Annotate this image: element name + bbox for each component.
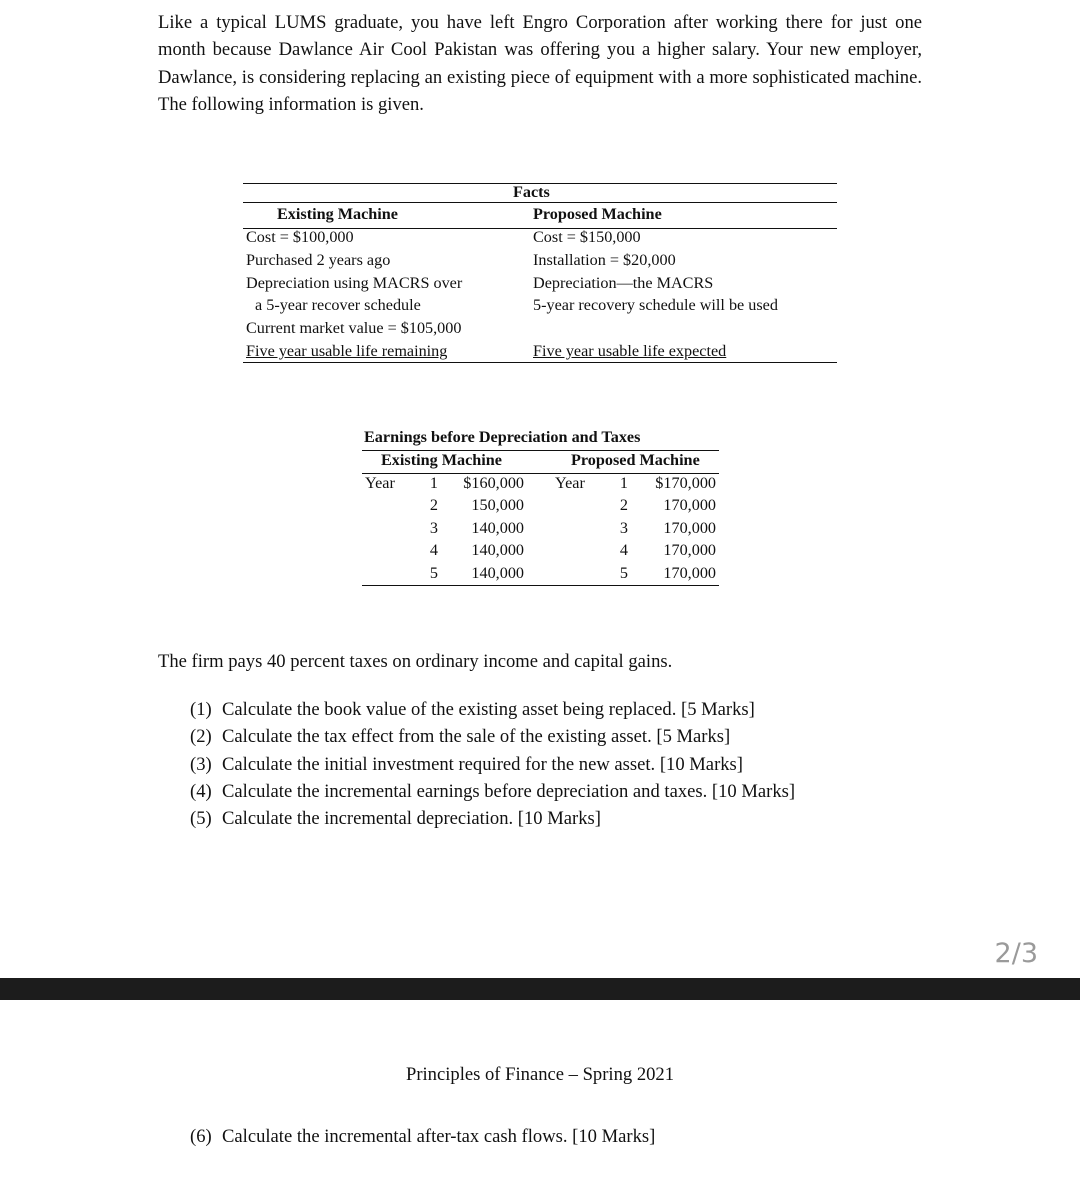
question-number: (1) [190, 699, 212, 720]
earnings-bottom-rule [362, 585, 719, 586]
facts-existing-schedule: a 5-year recover schedule [255, 296, 421, 314]
year-number: 1 [429, 474, 438, 492]
existing-value: $160,000 [463, 474, 524, 492]
year-number: 2 [429, 496, 438, 514]
facts-existing-life: Five year usable life remaining [246, 342, 448, 360]
year-number: 3 [429, 519, 438, 537]
proposed-value: 170,000 [663, 496, 716, 514]
table-row [362, 474, 719, 496]
question-number: (4) [190, 780, 212, 802]
facts-proposed-schedule: 5-year recovery schedule will be used [533, 296, 778, 314]
existing-value: 140,000 [471, 564, 524, 582]
table-row [362, 541, 719, 563]
year-number: 4 [429, 541, 438, 559]
question-text: Calculate the book value of the existing asset being replaced. [5 Marks] [222, 699, 755, 720]
facts-title: Facts [513, 183, 550, 201]
facts-title-rule [243, 202, 837, 203]
year-label: Year [555, 474, 585, 492]
facts-existing-cost: Cost = $100,000 [246, 228, 354, 246]
proposed-value: 170,000 [663, 541, 716, 559]
question-number: (5) [190, 808, 212, 830]
list-item [190, 778, 795, 805]
year-number: 3 [619, 519, 628, 537]
question-number: (2) [190, 726, 212, 748]
question-text: Calculate the incremental earnings before depreciation and taxes. [10 Marks] [222, 780, 796, 802]
facts-existing-purchased: Purchased 2 years ago [246, 251, 391, 269]
question-text: Calculate the initial investment required for the new asset. [10 Marks] [222, 753, 743, 775]
facts-existing-depreciation: Depreciation using MACRS over [246, 274, 463, 292]
year-label: Year [365, 474, 395, 492]
question-text: Calculate the tax effect from the sale of the existing asset. [5 Marks] [222, 726, 731, 748]
question-list [190, 696, 795, 832]
page-divider [0, 978, 1080, 1000]
facts-proposed-installation: Installation = $20,000 [533, 251, 676, 269]
facts-bottom-rule [243, 362, 837, 363]
facts-proposed-depreciation: Depreciation—the MACRS [533, 274, 714, 292]
year-number: 5 [619, 564, 628, 582]
question-number: (3) [190, 753, 212, 775]
earnings-proposed-header: Proposed Machine [571, 451, 700, 469]
year-number: 2 [619, 496, 628, 514]
facts-proposed-cost: Cost = $150,000 [533, 228, 641, 246]
facts-existing-market-value: Current market value = $105,000 [246, 319, 462, 337]
existing-value: 140,000 [471, 541, 524, 559]
question-text: Calculate the incremental depreciation. [10 Marks] [222, 808, 601, 830]
year-number: 1 [619, 474, 628, 492]
list-item [190, 696, 795, 723]
existing-value: 140,000 [471, 519, 524, 537]
question-text: Calculate the incremental after-tax cash flows. [10 Marks] [222, 1126, 656, 1147]
earnings-title: Earnings before Depreciation and Taxes [364, 428, 641, 446]
list-item [190, 1126, 655, 1148]
proposed-value: 170,000 [663, 519, 716, 537]
intro-paragraph: Like a typical LUMS graduate, you have left Engro Corporation after working there for just one month because Dawlance Air Cool Pakistan was offering you a higher salary. Your new employer, Dawlance, is considering replacing an existing piece of equipment with a more sophisticated machine. The following information is given. [158, 12, 922, 115]
facts-existing-header: Existing Machine [277, 205, 398, 223]
page-header-title: Principles of Finance – Spring 2021 [405, 1064, 675, 1085]
year-number: 4 [619, 541, 628, 559]
facts-proposed-header: Proposed Machine [533, 205, 662, 223]
table-row [362, 496, 719, 518]
page-indicator: 2/3 [994, 938, 1038, 969]
year-number: 5 [429, 564, 438, 582]
tax-note: The firm pays 40 percent taxes on ordinary income and capital gains. [158, 651, 673, 672]
list-item [190, 751, 795, 778]
table-row [362, 564, 719, 586]
list-item [190, 805, 795, 832]
existing-value: 150,000 [471, 496, 524, 514]
earnings-existing-header: Existing Machine [381, 451, 502, 469]
question-number: (6) [190, 1126, 212, 1147]
list-item [190, 723, 795, 750]
proposed-value: $170,000 [655, 474, 716, 492]
proposed-value: 170,000 [663, 564, 716, 582]
table-row [362, 519, 719, 541]
facts-proposed-life: Five year usable life expected [533, 342, 727, 360]
